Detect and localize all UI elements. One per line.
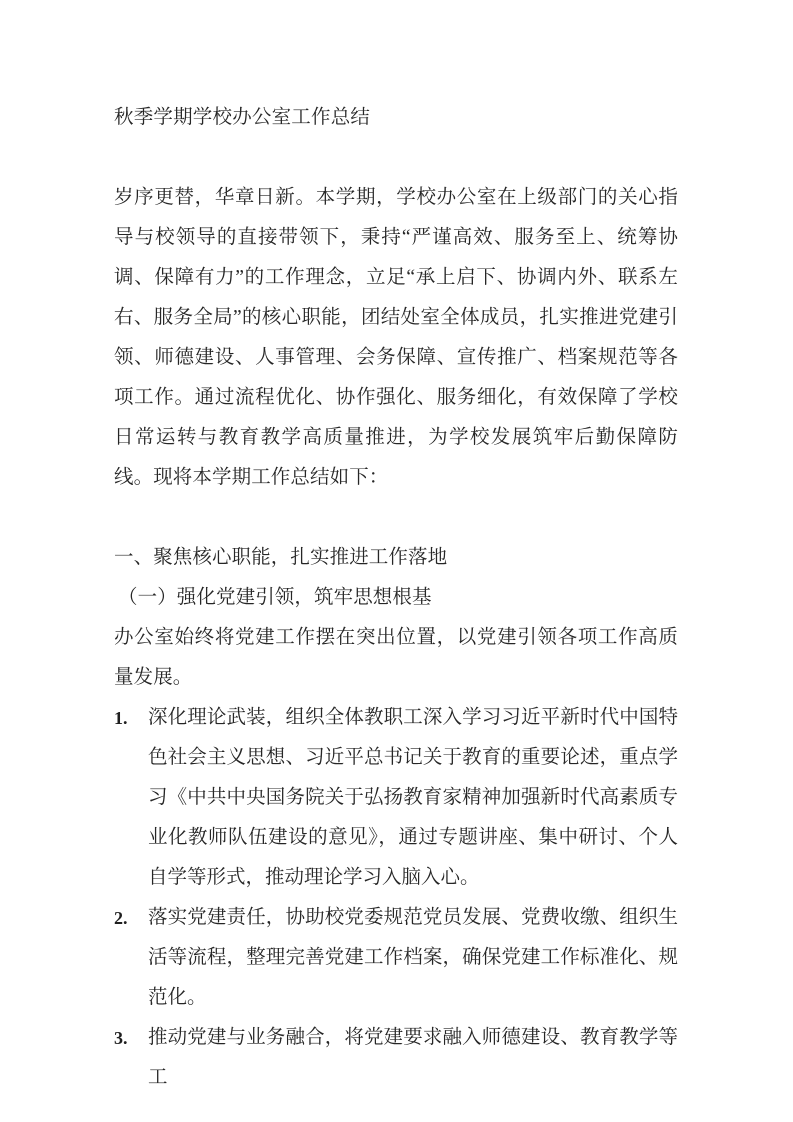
subsection-intro-paragraph: 办公室始终将党建工作摆在突出位置，以党建引领各项工作高质量发展。 — [114, 627, 678, 688]
document-body — [114, 98, 678, 1098]
list-item-text: 落实党建责任，协助校党委规范党员发展、党费收缴、组织生活等流程，整理完善党建工作档案，确保党建工作标准化、规范化。 — [148, 907, 678, 1008]
section-heading-one: 一、聚焦核心职能，扎实推进工作落地 — [114, 547, 448, 568]
list-item-marker: 3. — [114, 1028, 128, 1048]
list-item — [114, 698, 678, 898]
list-item-marker: 1. — [114, 708, 128, 728]
list-item-marker: 2. — [114, 908, 128, 928]
list-item-text: 推动党建与业务融合，将党建要求融入师德建设、教育教学等工 — [148, 1027, 678, 1088]
title-spacer — [114, 138, 678, 178]
page-title: 秋季学期学校办公室工作总结 — [114, 107, 371, 128]
list-item — [114, 898, 678, 1018]
list-item-text: 深化理论武装，组织全体教职工深入学习习近平新时代中国特色社会主义思想、习近平总书记关于教育的重要论述，重点学习《中共中央国务院关于弘扬教育家精神加强新时代高素质专业化教师队伍建设的意见》，通过专题讲座、集中研讨、个人自学等形式，推动理论学习入脑入心。 — [148, 707, 678, 888]
subsection-heading-one: （一）强化党建引领，筑牢思想根基 — [118, 587, 432, 608]
list-item — [114, 1018, 678, 1098]
numbered-list — [114, 698, 678, 1098]
paragraph-spacer — [114, 498, 678, 538]
intro-paragraph: 岁序更替，华章日新。本学期，学校办公室在上级部门的关心指导与校领导的直接带领下，秉持“严谨高效、服务至上、统筹协调、保障有力”的工作理念，立足“承上启下、协调内外、联系左右、服务全局”的核心职能，团结处室全体成员，扎实推进党建引领、师德建设、人事管理、会务保障、宣传推广、档案规范等各项工作。通过流程优化、协作强化、服务细化，有效保障了学校日常运转与教育教学高质量推进，为学校发展筑牢后勤保障防线。现将本学期工作总结如下： — [114, 187, 678, 488]
